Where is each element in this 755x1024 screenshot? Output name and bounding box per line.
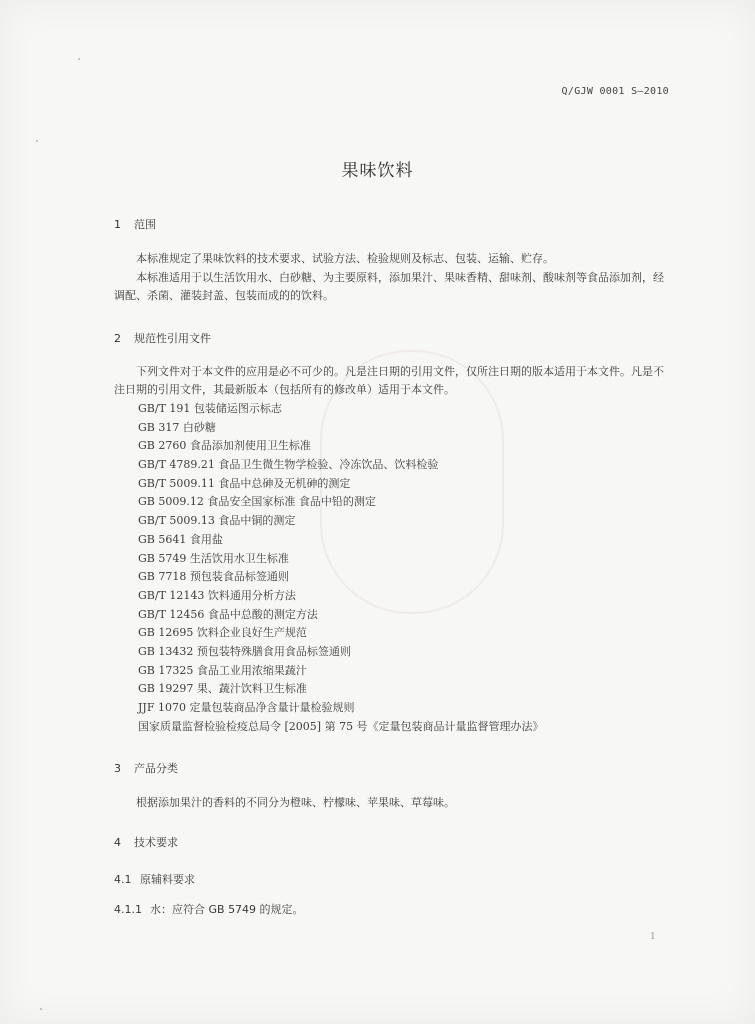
- clause-4-1-1: [114, 901, 304, 917]
- reference-item: GB 12695 饮料企业良好生产规范: [138, 626, 307, 640]
- reference-item: GB 5009.12 食品安全国家标准 食品中铅的测定: [138, 495, 376, 509]
- subsection-number: 4.1: [114, 873, 132, 886]
- reference-item: 国家质量监督检验检疫总局令 [2005] 第 75 号《定量包装商品计量监督管理办法》: [138, 719, 544, 733]
- reference-item: JJF 1070 定量包装商品净含量计量检验规则: [138, 701, 355, 714]
- reference-list: [138, 400, 544, 736]
- section-title: 范围: [134, 218, 156, 231]
- reference-item: GB 317 白砂糖: [138, 420, 216, 434]
- reference-item: GB/T 12143 饮料通用分析方法: [138, 588, 296, 602]
- section-title: 产品分类: [134, 762, 178, 775]
- section-number: 3: [114, 762, 121, 775]
- document-title: 果味饮料: [341, 161, 414, 181]
- reference-item: GB 19297 果、蔬汁饮料卫生标准: [138, 682, 307, 696]
- reference-item: GB/T 5009.13 食品中铜的测定: [138, 514, 296, 528]
- section-heading-3: [114, 760, 178, 776]
- scope-paragraph-1: 本标准规定了果味饮料的技术要求、试验方法、检验规则及标志、包装、运输、贮存。: [136, 252, 554, 265]
- section-number: 2: [114, 332, 121, 345]
- standard-code: Q/GJW 0001 S—2010: [561, 86, 669, 97]
- section-number: 4: [114, 836, 121, 849]
- classification-paragraph: 根据添加果汁的香料的不同分为橙味、柠檬味、苹果味、草莓味。: [136, 796, 455, 809]
- reference-item: GB 7718 预包装食品标签通则: [138, 570, 289, 584]
- section-heading-4: [114, 834, 178, 850]
- subsection-title: 原辅料要求: [140, 873, 195, 886]
- scan-speck: [40, 1008, 42, 1010]
- scan-speck: [78, 58, 80, 60]
- reference-item: GB/T 191 包装储运图示标志: [138, 402, 282, 415]
- clause-number: 4.1.1: [114, 903, 142, 916]
- references-intro: 下列文件对于本文件的应用是必不可少的。凡是注日期的引用文件，仅所注日期的版本适用于本文件。凡是不注日期的引用文件，其最新版本（包括所有的修改单）适用于本文件。: [114, 365, 664, 396]
- scan-speck: [36, 140, 38, 142]
- section-title: 技术要求: [134, 836, 178, 849]
- reference-item: GB 2760 食品添加剂使用卫生标准: [138, 439, 311, 453]
- reference-item: GB/T 4789.21 食品卫生微生物学检验、冷冻饮品、饮料检验: [138, 458, 439, 472]
- reference-item: GB/T 12456 食品中总酸的测定方法: [138, 607, 318, 621]
- page-number: 1: [650, 932, 656, 942]
- clause-text: 水：应符合 GB 5749 的规定。: [150, 903, 304, 916]
- scope-paragraph-2: 本标准适用于以生活饮用水、白砂糖、为主要原料，添加果汁、果味香精、甜味剂、酸味剂等食品添加剂，经调配、杀菌、灌装封盖、包装而成的的饮料。: [114, 271, 664, 302]
- reference-item: GB 17325 食品工业用浓缩果蔬汁: [138, 663, 307, 677]
- section-heading-1: [114, 216, 156, 232]
- section-number: 1: [114, 218, 121, 231]
- reference-item: GB/T 5009.11 食品中总砷及无机砷的测定: [138, 476, 351, 490]
- reference-item: GB 13432 预包装特殊膳食用食品标签通则: [138, 644, 351, 658]
- section-heading-2: [114, 330, 211, 346]
- section-title: 规范性引用文件: [134, 332, 211, 345]
- reference-item: GB 5749 生活饮用水卫生标准: [138, 551, 289, 565]
- reference-item: GB 5641 食用盐: [138, 532, 223, 546]
- subsection-4-1: [114, 871, 195, 887]
